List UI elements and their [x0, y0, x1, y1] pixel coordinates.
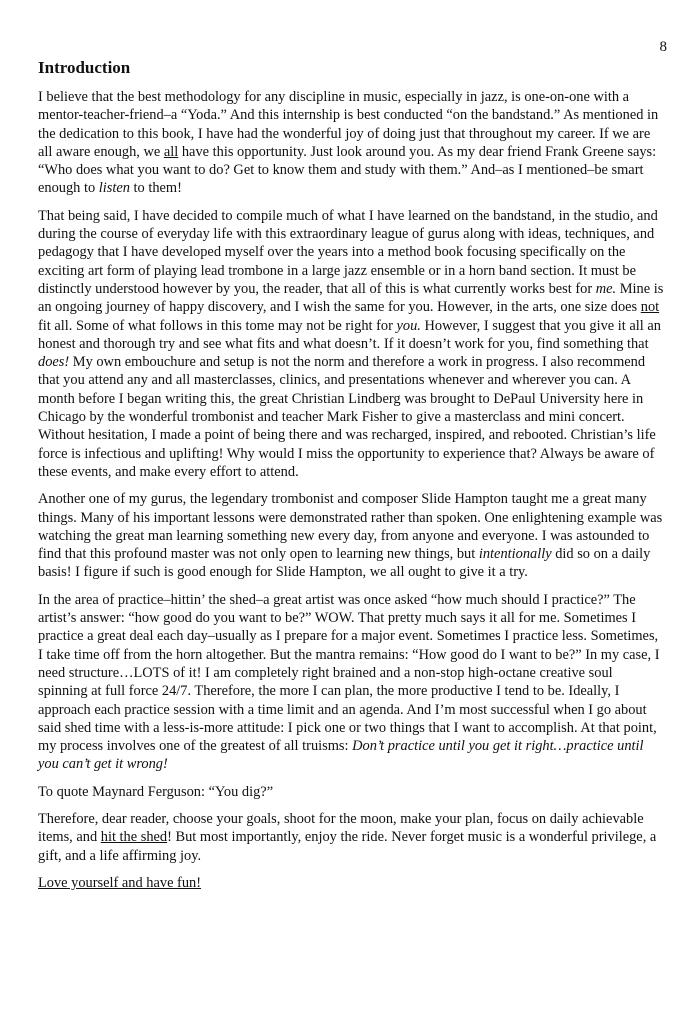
page-number: 8 [659, 39, 667, 55]
italic-text: Don’t practice until you get it right…practice until you can’t get it wrong! [38, 738, 644, 773]
italic-text: me. [595, 280, 617, 297]
paragraph [38, 810, 664, 865]
underlined-text: not [640, 299, 660, 316]
paragraph [38, 874, 664, 892]
paragraph [38, 207, 664, 481]
text-run: In the area of practice–hittin’ the shed–a great artist was once asked “how much should I practice?” The artist’s answer: “how good do you want to be?” WOW. That pretty much says it all for me. Sometimes I practice a great deal each day–usually as I prepare for a major event. Sometimes I practice less. Sometimes, I take time off from the horn altogether. But the mantra remains: “How good do I want to be?” In my case, I need structure…LOTS of it! I am completely right brained and a non-stop high-octane creative soul spinning at full force 24/7. Therefore, the more I can plan, the more productive I tend to be. Ideally, I approach each practice session with a time limit and an agenda. And I’m most successful when I go about said shed time with a less-is-more attitude: I pick one or two things that I want to accomplish. At that point, my process involves one of the greatest of all truisms: [38, 591, 660, 755]
italic-text: intentionally [478, 546, 552, 563]
italic-text: does! [38, 354, 70, 371]
text-run: Another one of my gurus, the legendary trombonist and composer Slide Hampton taught me a great many things. Many of his important lessons were demonstrated rather than spoken. One enlightening example was watching the great man learning something new every day, from anyone and everyone. I was astounded to find that this profound master was not only open to learning new things, but [38, 491, 663, 563]
italic-text: listen [98, 180, 130, 197]
paragraph [38, 783, 664, 801]
text-run: That being said, I have decided to compile much of what I have learned on the bandstand, in the studio, and during the course of everyday life with this extraordinary league of gurus along with ideas, techniques, and pedagogy that I have developed myself over the years into a method book focusing specifically on the exciting art form of playing lead trombone in a large jazz ensemble or in a horn band section. It must be distinctly understood however by you, the reader, that all of this is what currently works best for [38, 207, 658, 297]
text-run: I believe that the best methodology for any discipline in music, especially in jazz, is one-on-one with a mentor-teacher-friend–a “Yoda.” And this internship is best conducted “on the bandstand.” As mentioned in the dedication to this book, I have had the wonderful joy of doing just that throughout my career. If we are all aware enough, we [38, 89, 659, 160]
underlined-text: all [163, 143, 179, 160]
text-run: ! But most importantly, enjoy the ride. Never forget music is a wonderful privilege, a gift, and a life affirming joy. [38, 829, 657, 864]
paragraph [38, 490, 664, 581]
text-run: To quote Maynard Ferguson: “You dig?” [38, 783, 274, 800]
text-run: However, I suggest that you give it all an honest and thorough try and see what fits and what doesn’t. If it doesn’t work for you, find something that [38, 317, 661, 352]
italic-text: you. [396, 317, 421, 334]
text-run: fit all. Some of what follows in this tome may not be right for [38, 317, 397, 334]
underlined-text: hit the shed [100, 829, 168, 846]
paragraph [38, 591, 664, 774]
text-run: Therefore, dear reader, choose your goals, shoot for the moon, make your plan, focus on daily achievable items, and [38, 810, 644, 846]
section-heading: Introduction [38, 58, 131, 77]
text-run: Mine is an ongoing journey of happy discovery, and I wish the same for you. However, in the arts, one size does [38, 280, 664, 316]
text-run: have this opportunity. Just look around you. As my dear friend Frank Greene says: “Who does what you want to do? Get to know them and study with them.” And–as I mentioned–be smart enough to [38, 143, 657, 197]
text-run: did so on a daily basis! I figure if such is good enough for Slide Hampton, we all ought to give it a try. [38, 546, 651, 581]
text-run: My own embouchure and setup is not the norm and therefore a work in progress. I also recommend that you attend any and all masterclasses, clinics, and presentations whenever and wherever you can. A month before I began writing this, the great Christian Lindberg was brought to DePaul University here in Chicago by the wonderful trombonist and teacher Mark Fisher to give a masterclass and mini concert. Without hesitation, I made a point of being there and was recharged, inspired, and rebooted. Christian’s life force is infectious and uplifting! Why would I miss the opportunity to experience that? Always be aware of these events, and make every effort to attend. [38, 354, 656, 480]
text-run: to them! [129, 180, 182, 197]
paragraph [38, 88, 664, 198]
underlined-text: Love yourself and have fun! [38, 874, 202, 891]
body-text [38, 88, 664, 901]
